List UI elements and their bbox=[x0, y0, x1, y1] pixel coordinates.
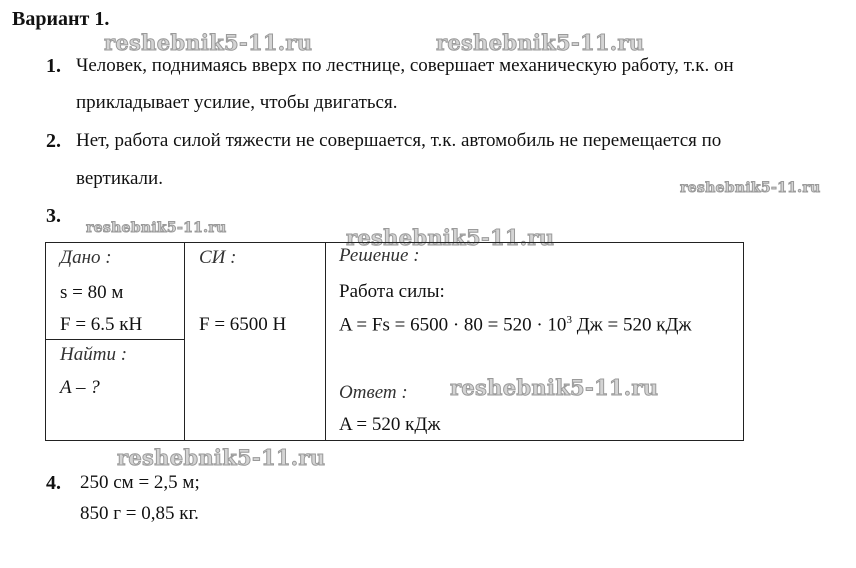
given-header: Дано : bbox=[60, 247, 112, 268]
watermark: reshebnik5-11.ru bbox=[104, 30, 313, 55]
item-number: 1. bbox=[46, 55, 61, 77]
item-text: 850 г = 0,85 кг. bbox=[80, 503, 199, 524]
watermark: reshebnik5-11.ru bbox=[450, 375, 659, 400]
find-a: A – ? bbox=[60, 377, 100, 398]
watermark: reshebnik5-11.ru bbox=[346, 225, 555, 250]
si-cell bbox=[185, 243, 326, 441]
si-header: СИ : bbox=[199, 247, 237, 268]
solution-formula: $A = Fs = 6500 \cdot 80 = 520 \cdot 10^3$ Дж = 520 кДж bbox=[339, 314, 692, 336]
item-text: Человек, поднимаясь вверх по лестнице, совершает механическую работу, т.к. он bbox=[76, 55, 734, 76]
item-number: 4. bbox=[46, 472, 61, 494]
item-number: 2. bbox=[46, 130, 61, 152]
given-s: s = 80 м bbox=[60, 282, 124, 303]
watermark: reshebnik5-11.ru bbox=[436, 30, 645, 55]
item-text: прикладывает усилие, чтобы двигаться. bbox=[76, 92, 398, 113]
solution-line: Работа силы: bbox=[339, 281, 445, 302]
task-table bbox=[45, 242, 744, 441]
watermark: reshebnik5-11.ru bbox=[86, 220, 227, 236]
item-text: Нет, работа силой тяжести не совершается, т.к. автомобиль не перемещается по bbox=[76, 130, 722, 151]
item-text: 250 см = 2,5 м; bbox=[80, 472, 200, 493]
item-text: вертикали. bbox=[76, 168, 163, 189]
given-f: F = 6.5 кН bbox=[60, 314, 143, 335]
solution-cell bbox=[326, 243, 744, 441]
solution-header: Решение : bbox=[339, 245, 420, 266]
watermark: reshebnik5-11.ru bbox=[680, 180, 821, 196]
variant-title: Вариант 1. bbox=[12, 8, 110, 30]
si-f: F = 6500 Н bbox=[199, 314, 287, 335]
watermark: reshebnik5-11.ru bbox=[117, 445, 326, 470]
find-header: Найти : bbox=[60, 344, 128, 365]
answer-value: A = 520 кДж bbox=[339, 414, 441, 435]
item-number: 3. bbox=[46, 205, 61, 227]
answer-header: Ответ : bbox=[339, 382, 408, 403]
